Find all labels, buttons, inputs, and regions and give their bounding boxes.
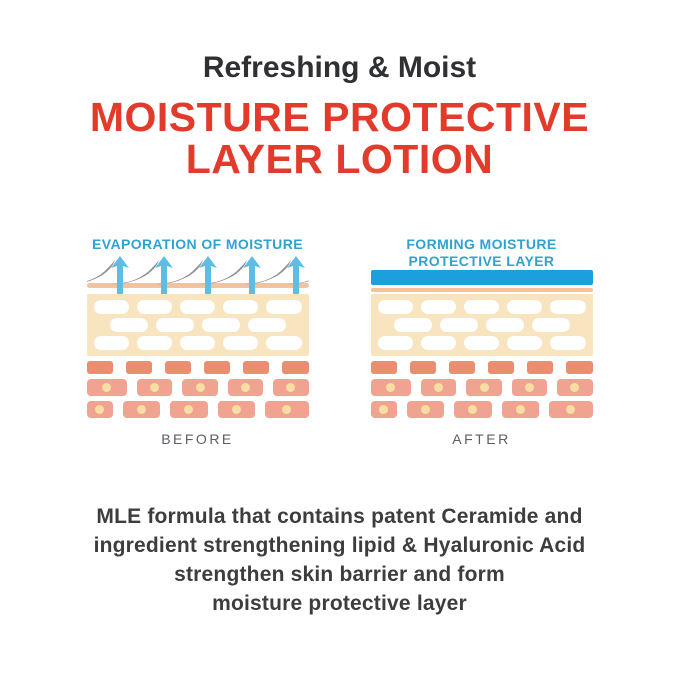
cell-nucleus-icon: [566, 405, 575, 414]
skin-cell: [170, 401, 207, 418]
skin-brick: [410, 361, 436, 374]
product-title-line-1: MOISTURE PROTECTIVE: [89, 94, 590, 140]
skin-brick: [126, 361, 152, 374]
after-heading: [371, 236, 593, 270]
skin-cell: [228, 379, 263, 396]
corneocyte-row: [94, 318, 302, 332]
up-arrow-icon: [287, 256, 305, 294]
cell-nucleus-icon: [516, 405, 525, 414]
corneocyte-row: [378, 318, 586, 332]
skin-cell: [407, 401, 444, 418]
skin-cell: [265, 401, 309, 418]
corneocyte-pill: [202, 318, 240, 332]
evaporation-graphic: [87, 256, 309, 294]
skin-brick: [488, 361, 514, 374]
cell-nucleus-icon: [232, 405, 241, 414]
before-heading: EVAPORATION OF MOISTURE: [92, 236, 303, 252]
corneocyte-pill: [266, 300, 301, 314]
description-text: [0, 502, 679, 618]
corneocyte-pill: [550, 300, 585, 314]
skin-cell: [87, 379, 128, 396]
after-panel-top: [371, 236, 593, 294]
protective-layer-graphic: [371, 270, 593, 292]
cell-nucleus-icon: [241, 383, 250, 392]
corneocyte-pill: [137, 336, 172, 350]
cell-nucleus-icon: [386, 383, 395, 392]
skin-brick: [282, 361, 308, 374]
flake-icon: [87, 260, 115, 284]
cell-nucleus-icon: [468, 405, 477, 414]
corneocyte-pill: [266, 336, 301, 350]
corneocyte-pill: [464, 336, 499, 350]
text-line: ingredient strengthening lipid & Hyaluronic Acid: [93, 534, 586, 557]
after-label: AFTER: [452, 431, 511, 447]
after-panel: [371, 236, 593, 448]
skin-cell: [273, 379, 308, 396]
text-line: strengthen skin barrier and form: [174, 563, 505, 586]
evaporation-svg: [87, 256, 309, 294]
skin-brick: [204, 361, 230, 374]
stratum-corneum-band: [371, 294, 593, 356]
after-heading-line-2: PROTECTIVE LAYER: [408, 253, 555, 269]
before-after-comparison: [0, 236, 679, 448]
cell-nucleus-icon: [379, 405, 388, 414]
skin-cell: [502, 401, 539, 418]
skin-cell: [557, 379, 592, 396]
text-line: MLE formula that contains patent Ceramide and: [96, 505, 583, 528]
skin-surface-line: [371, 288, 593, 292]
corneocyte-pill: [394, 318, 432, 332]
corneocyte-pill: [110, 318, 148, 332]
corneocyte-pill: [180, 336, 215, 350]
corneocyte-pill: [378, 336, 413, 350]
up-arrow-icon: [243, 256, 261, 294]
corneocyte-pill: [464, 300, 499, 314]
cell-nucleus-icon: [137, 405, 146, 414]
cell-nucleus-icon: [286, 383, 295, 392]
brand-subtitle: Refreshing & Moist: [202, 51, 477, 84]
text-line: moisture protective layer: [212, 592, 467, 615]
corneocyte-pill: [507, 300, 542, 314]
corneocyte-pill: [180, 300, 215, 314]
up-arrow-icon: [111, 256, 129, 294]
corneocyte-pill: [507, 336, 542, 350]
corneocyte-row: [378, 336, 586, 350]
cell-nucleus-icon: [95, 405, 104, 414]
cell-nucleus-icon: [102, 383, 111, 392]
stratum-corneum-band: [87, 294, 309, 356]
corneocyte-pill: [486, 318, 524, 332]
cell-nucleus-icon: [196, 383, 205, 392]
cell-nucleus-icon: [525, 383, 534, 392]
cell-nucleus-icon: [434, 383, 443, 392]
corneocyte-pill: [156, 318, 194, 332]
corneocyte-pill: [223, 300, 258, 314]
skin-brick: [165, 361, 191, 374]
corneocyte-pill: [532, 318, 570, 332]
skin-cell-row: [87, 401, 309, 418]
cell-nucleus-icon: [184, 405, 193, 414]
corneocyte-pill: [440, 318, 478, 332]
cell-nucleus-icon: [150, 383, 159, 392]
skin-brick-row: [87, 361, 309, 374]
skin-cell: [549, 401, 593, 418]
skin-brick: [243, 361, 269, 374]
cell-nucleus-icon: [421, 405, 430, 414]
skin-cell-row: [371, 401, 593, 418]
before-label: BEFORE: [161, 431, 234, 447]
corneocyte-pill: [421, 336, 456, 350]
corneocyte-pill: [94, 300, 129, 314]
cell-nucleus-icon: [282, 405, 291, 414]
corneocyte-pill: [223, 336, 258, 350]
skin-cell: [123, 401, 160, 418]
skin-cell: [218, 401, 255, 418]
skin-cell: [182, 379, 217, 396]
skin-cell: [512, 379, 547, 396]
skin-cell: [87, 401, 114, 418]
skin-cell-row: [87, 379, 309, 396]
skin-brick: [566, 361, 592, 374]
cell-nucleus-icon: [570, 383, 579, 392]
skin-brick: [449, 361, 475, 374]
corneocyte-row: [94, 300, 302, 314]
skin-cell: [137, 379, 172, 396]
corneocyte-pill: [378, 300, 413, 314]
skin-cell-row: [371, 379, 593, 396]
corneocyte-pill: [550, 336, 585, 350]
skin-cell: [466, 379, 501, 396]
up-arrow-icon: [199, 256, 217, 294]
moisture-protective-layer-bar: [371, 270, 593, 285]
corneocyte-pill: [94, 336, 129, 350]
skin-brick: [371, 361, 397, 374]
corneocyte-pill: [248, 318, 286, 332]
before-panel: [87, 236, 309, 448]
skin-brick: [87, 361, 113, 374]
skin-cell: [421, 379, 456, 396]
corneocyte-pill: [137, 300, 172, 314]
before-panel-top: [87, 236, 309, 294]
up-arrow-icon: [155, 256, 173, 294]
corneocyte-row: [94, 336, 302, 350]
corneocyte-row: [378, 300, 586, 314]
skin-cell: [371, 379, 412, 396]
corneocyte-pill: [421, 300, 456, 314]
after-heading-line-1: FORMING MOISTURE: [406, 236, 557, 252]
product-title-line-2: LAYER LOTION: [185, 136, 494, 182]
product-title: [0, 96, 679, 180]
skin-brick: [527, 361, 553, 374]
cell-nucleus-icon: [480, 383, 489, 392]
skin-cell: [454, 401, 491, 418]
skin-brick-row: [371, 361, 593, 374]
skin-cell: [371, 401, 398, 418]
